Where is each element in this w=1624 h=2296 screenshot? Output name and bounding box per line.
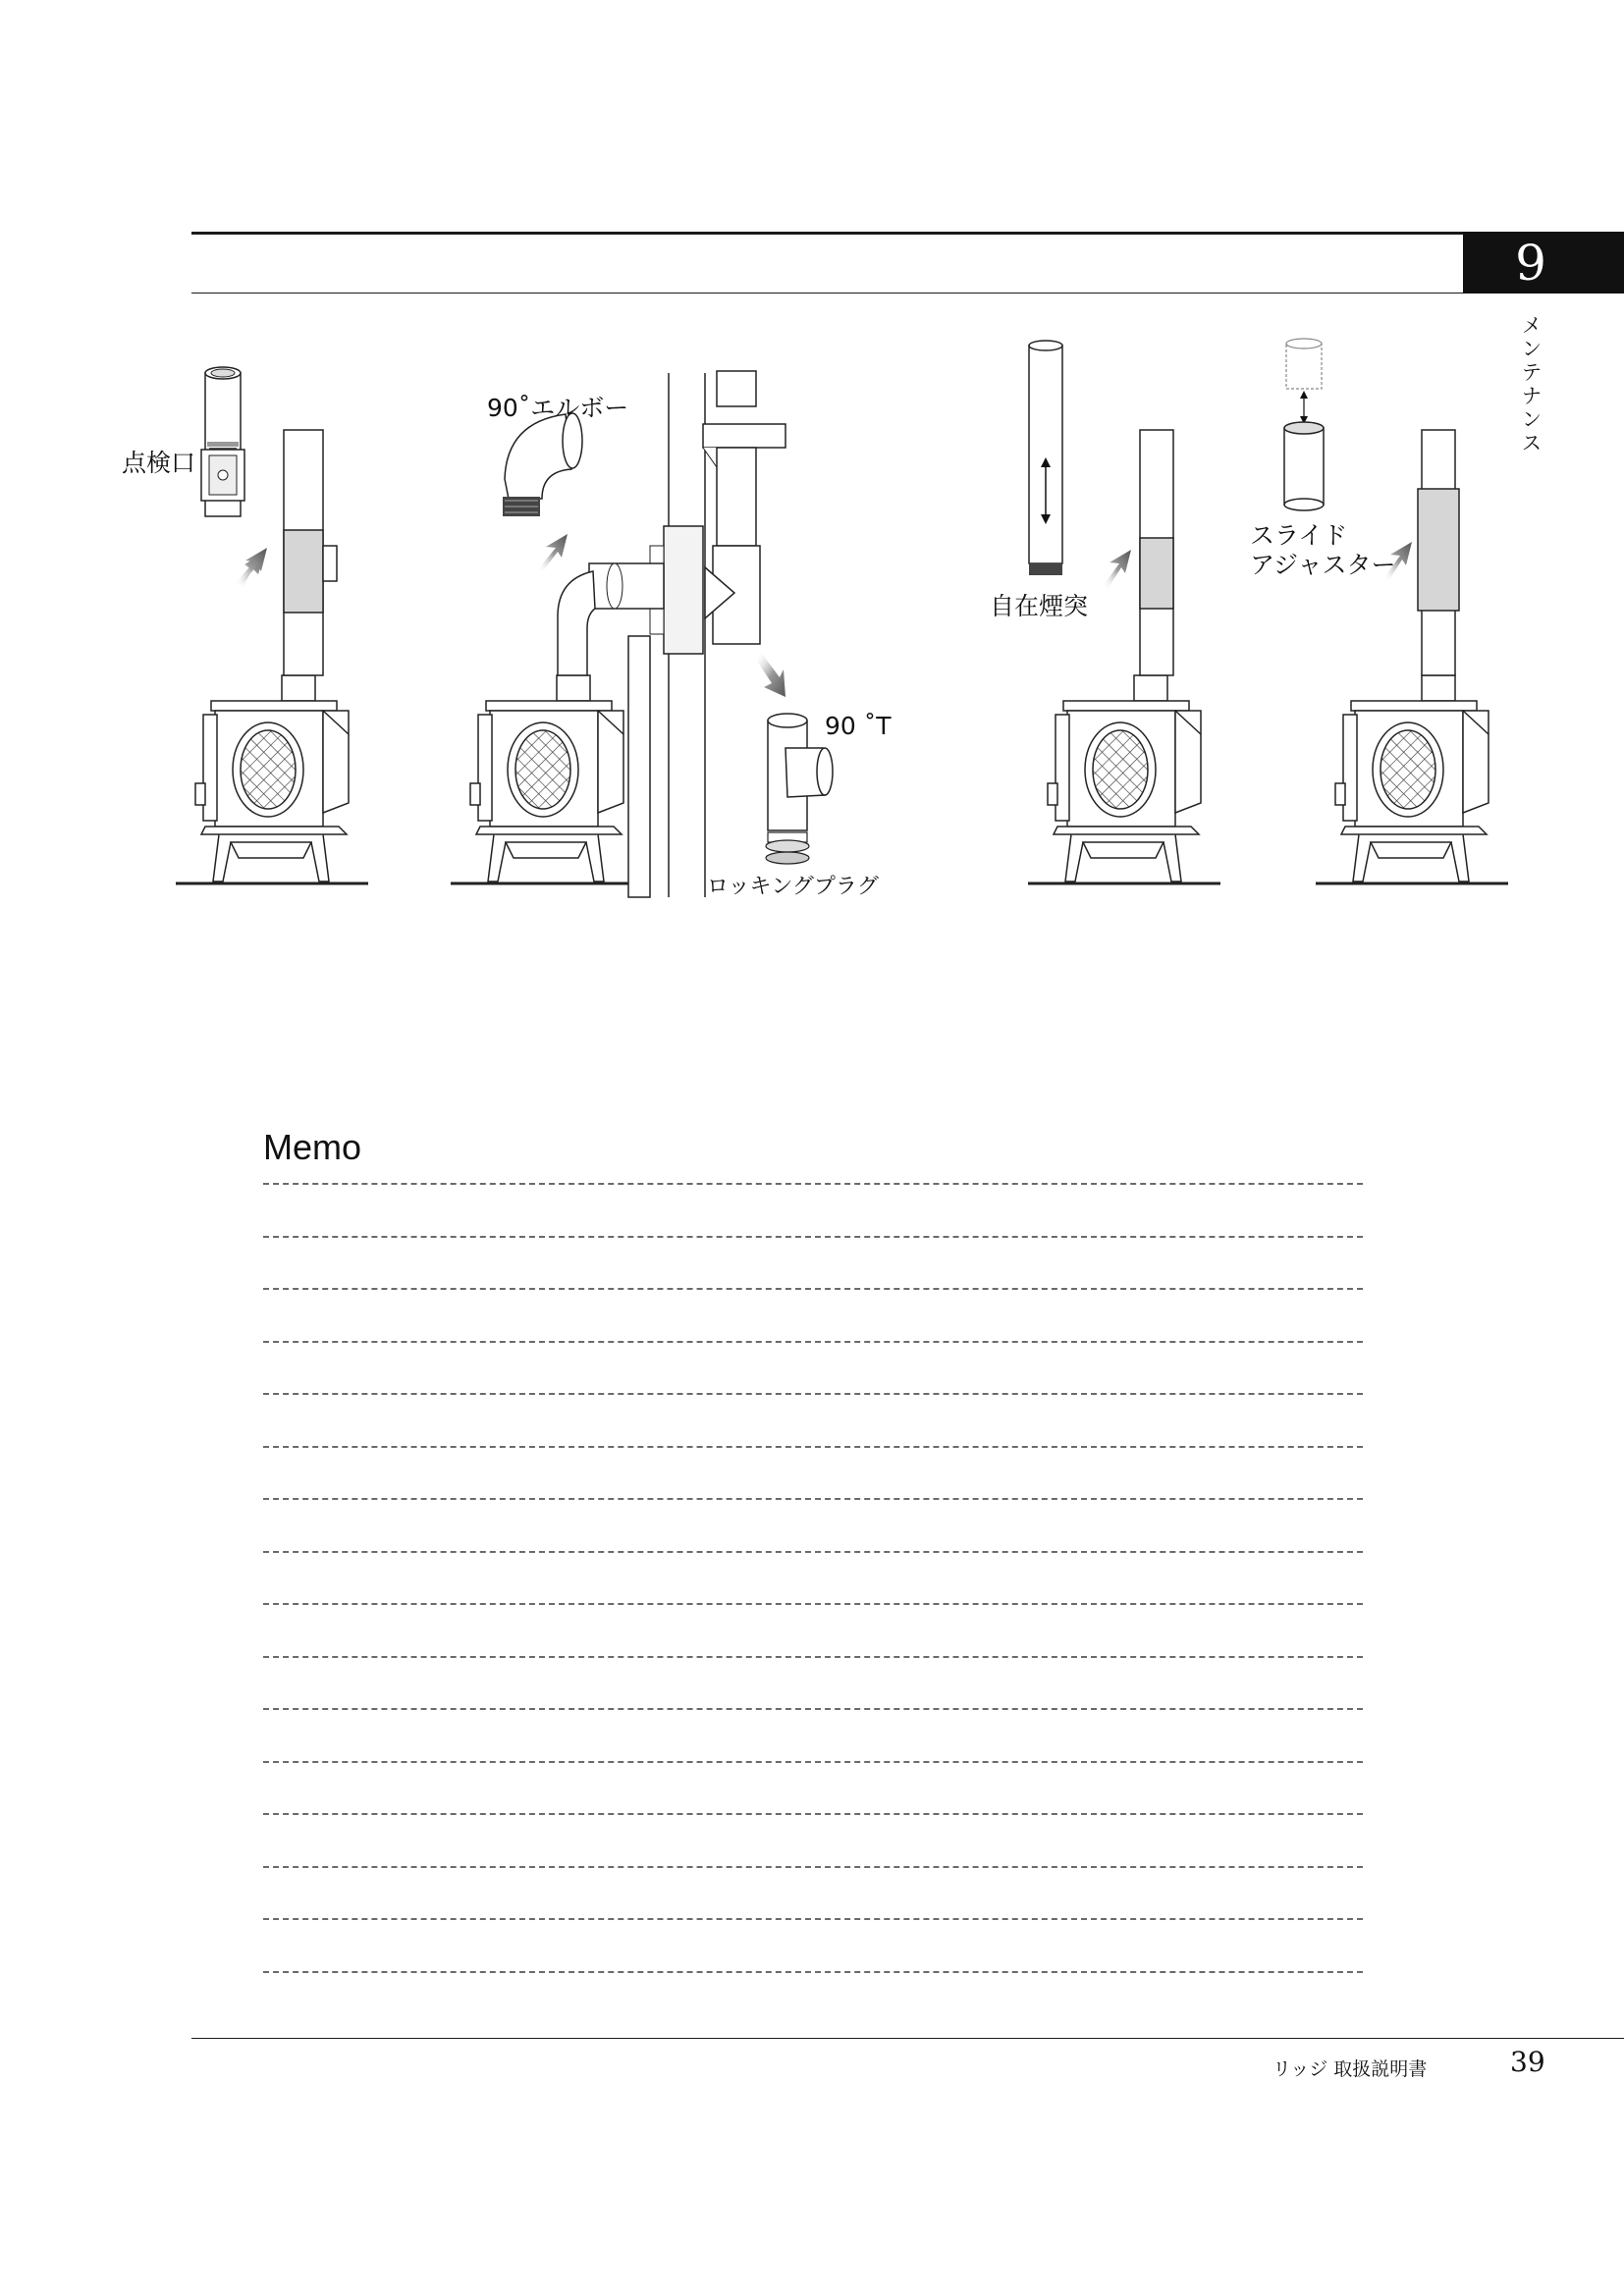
memo-line	[263, 1341, 1363, 1343]
inspection-port-part	[201, 367, 244, 516]
adjustable-chimney-part	[1029, 341, 1062, 575]
footer-rule	[191, 2038, 1624, 2039]
memo-line	[263, 1761, 1363, 1763]
memo-line	[263, 1551, 1363, 1553]
slide-adjuster-part	[1284, 339, 1324, 510]
chapter-number-badge	[1463, 232, 1624, 294]
memo-title: Memo	[263, 1127, 362, 1167]
label-elbow: 90˚エルボー	[487, 394, 629, 422]
label-slide-adjuster-line2: アジャスター	[1250, 551, 1396, 579]
memo-line	[263, 1446, 1363, 1448]
figure-inspection-port	[176, 367, 368, 883]
chimney-maintenance-diagram	[0, 314, 1624, 923]
header-rule-bottom	[191, 293, 1463, 294]
memo-lines	[263, 1183, 1363, 2023]
memo-line	[263, 1603, 1363, 1605]
footer-document-title: リッジ 取扱説明書	[1272, 2058, 1428, 2080]
memo-line	[263, 1813, 1363, 1815]
memo-line	[263, 1918, 1363, 1920]
label-inspection-port: 点検口	[122, 449, 196, 477]
memo-line	[263, 1866, 1363, 1868]
label-slide-adjuster-line1: スライド	[1250, 521, 1348, 550]
memo-line	[263, 1236, 1363, 1238]
chapter-title-vertical: メンテナンス	[1519, 314, 1543, 455]
figure-slide-adjuster	[1284, 339, 1508, 883]
header-rule-top	[191, 232, 1463, 235]
memo-line	[263, 1708, 1363, 1710]
tee-part	[768, 714, 833, 830]
figure-elbow-tee	[451, 371, 833, 897]
memo-line	[263, 1183, 1363, 1185]
label-adjustable-chimney: 自在煙突	[990, 592, 1089, 620]
label-tee: 90 ˚T	[825, 712, 892, 740]
elbow-part	[503, 413, 582, 516]
memo-line	[263, 1971, 1363, 1973]
locking-plug-part	[766, 832, 809, 864]
memo-line	[263, 1498, 1363, 1500]
memo-line	[263, 1656, 1363, 1658]
page-number: 39	[1510, 2046, 1545, 2078]
memo-line	[263, 1288, 1363, 1290]
memo-line	[263, 1393, 1363, 1395]
label-locking-plug: ロッキングプラグ	[707, 875, 879, 899]
chapter-number: 9	[1515, 234, 1546, 292]
